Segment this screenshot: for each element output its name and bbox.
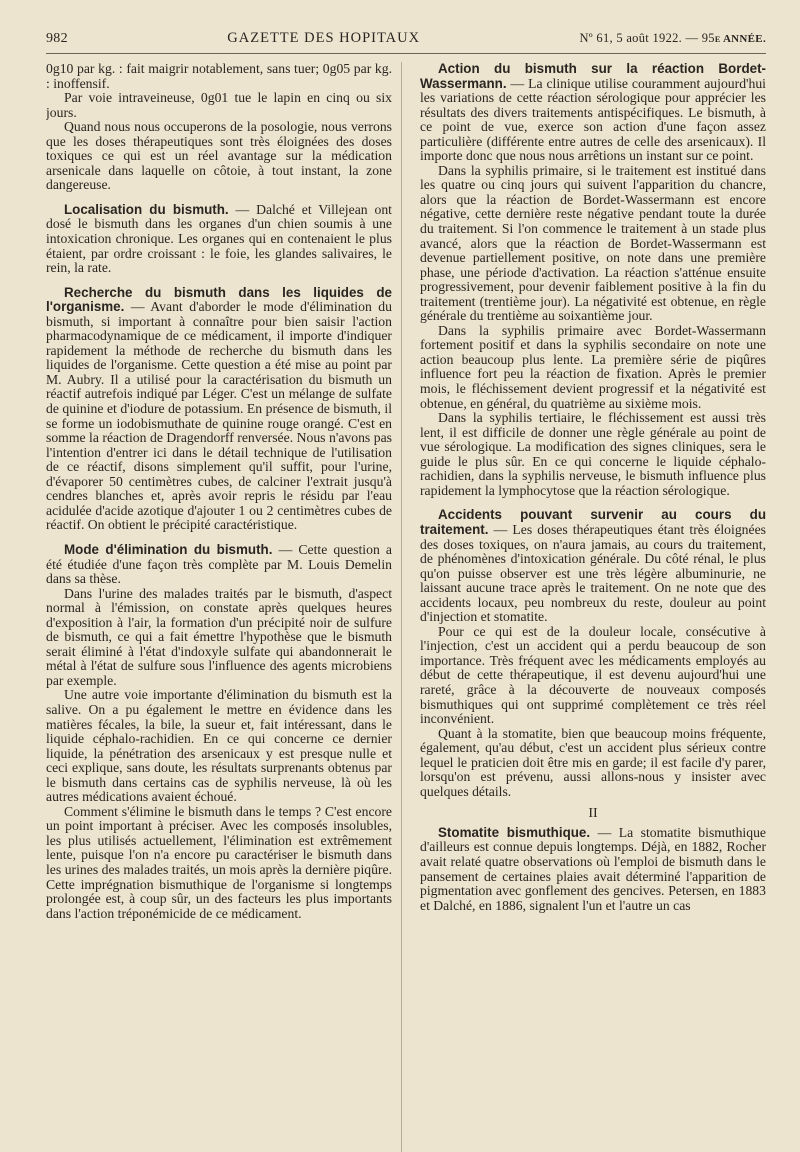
section-heading: Localisation du bismuth. <box>64 201 229 217</box>
paragraph: 0g10 par kg. : fait maigrir notablement, sans tuer; 0g05 par kg. : inoffensif. <box>46 62 392 91</box>
section-text: — Cette question a été étudiée d'une façon très complète par M. Louis Demelin dans sa thèse. <box>46 541 393 587</box>
section-bordet-wassermann <box>420 62 766 164</box>
paragraph: Dans la syphilis primaire, si le traitement est institué dans les quatre ou cinq jours qui suivent l'apparition du chancre, alors que la réaction de Bordet-Wassermann est encore négative, cette dernière reste négative pendant toute la durée du traitement. Si l'on commence le traitement à un stade plus avancé, alors que la réaction de Bordet-Wassermann est devenue partiellement positive, on note dans une première phase, une période d'activation. La réaction s'atténue ensuite progressivement, pour devenir faiblement positive à la fin du traitement (trentième jour). La négativité est obtenue, en règle générale du trentième au soixantième jour. <box>420 162 766 324</box>
section-recherche <box>46 286 392 533</box>
section-heading: Action du bismuth sur la réaction Bordet-Wassermann. <box>420 62 766 91</box>
section-stomatite <box>420 826 766 913</box>
left-column <box>46 62 402 1152</box>
issue-year: e ANNÉE. <box>714 33 766 45</box>
paragraph: Dans la syphilis primaire avec Bordet-Wassermann fortement positif et dans la syphilis secondaire on note une action beaucoup plus lente. La première série de piqûres influence fort peu la réaction de fixation. Après le premier mois, le fléchissement devient progressif et la négativité est obtenue, en général, du quatrième au sixième mois. <box>420 322 766 411</box>
paragraph: Quant à la stomatite, bien que beaucoup moins fréquente, également, qu'au début, c'est un accident plus sérieux contre lequel le praticien doit être mis en garde; il est facile d'y parer, lorsqu'on est prévenu, aussi allons-nous y insister avec quelques détails. <box>420 725 766 799</box>
roman-numeral-heading: II <box>588 806 598 822</box>
paragraph: Une autre voie importante d'élimination du bismuth est la salive. On a pu également le mettre en évidence dans les matières fécales, la bile, la sueur et, fait intéressant, dans le liquide céphalo-rachidien. En ce qui concerne ce dernier liquide, la pénétration des arsenicaux y est presque nulle et ceci explique, sans doute, les résultats surprenants obtenus par le bismuth dans certains cas de syphilis nerveuse, là où les autres médications avaient échoué. <box>46 687 392 805</box>
page-header <box>46 30 766 54</box>
section-text: — La stomatite bismuthique d'ailleurs est connue depuis longtemps. Déjà, en 1882, Rocher avait relaté quatre observations où l'emploi de bismuth dans le pansement de certaines plaies avait déterminé l'apparition de pigmentation avec gonflement des gencives. Petersen, en 1883 et Dalché, en 1886, signalent l'un et l'autre un cas <box>420 824 766 913</box>
section-heading: Stomatite bismuthique. <box>438 824 591 840</box>
journal-title: GAZETTE DES HOPITAUX <box>227 30 421 46</box>
issue-info <box>579 31 766 46</box>
section-heading: Accidents pouvant survenir au cours du traitement. <box>420 507 766 537</box>
section-accidents <box>420 508 766 624</box>
paragraph: Par voie intraveineuse, 0g01 tue le lapin en cinq ou six jours. <box>46 90 392 120</box>
section-localisation <box>46 203 392 276</box>
section-heading: Recherche du bismuth dans les liquides de l'organisme. <box>46 284 392 315</box>
article-columns <box>46 62 766 1152</box>
right-column <box>420 62 766 1152</box>
section-text: — Dalché et Villejean ont dosé le bismuth dans les organes d'un chien soumis à une intoxication chronique. Les organes qui en contenaient le plus étaient, par ordre croissant : le foie, les glandes salivaires, le rein, la rate. <box>46 201 392 276</box>
issue-date: Nº 61, 5 août 1922. — 95 <box>579 31 715 45</box>
page-number: 982 <box>46 31 68 46</box>
paragraph: Pour ce qui est de la douleur locale, consécutive à l'injection, c'est un accident qui a perdu beaucoup de son importance. Très fréquent avec les médicaments employés au début de cette thérapeutique, il est devenu aujourd'hui une rareté, grâce à la découverte de nouveaux composés bismuthiques qui ont supprimé complètement ce très réel inconvénient. <box>420 623 766 727</box>
section-mode-elimination <box>46 543 392 587</box>
section-text: — La clinique utilise couramment aujourd'hui les variations de cette réaction sérologique pour apprécier les résultats des divers traitements antispécifiques. Le bismuth, à ce point de vue, exerce son action d'une façon assez particulière (différente entre autres de celle des arsenicaux). Il importe donc que nous nous arrêtions un instant sur ce point. <box>420 75 766 164</box>
section-text: — Avant d'aborder le mode d'élimination du bismuth, si important à connaître pour bien saisir l'action pharmacodynamique de ce médicament, il importe d'indiquer rapidement la méthode de recherche du bismuth dans les liquides de l'organisme. Cette question a été mise au point par M. Aubry. Il a utilisé pour la caractérisation du bismuth un réactif autrefois indiqué par Léger. C'est un mélange de sulfate de quinine et d'iodure de potassium. En présence de bismuth, il se forme un iodobismuthate de quinine rouge orangé. C'est en somme la réaction de Dragendorff renversée. Nous n'avons pas l'intention d'entrer ici dans le détail technique de l'utilisation de ce réactif, disons simplement qu'il suffit, pour l'urine, d'évaporer 50 centimètres cubes, de calciner l'extrait jusqu'à cendres blanches et, après avoir repris le résidu par l'eau acidulée d'acide azotique d'ajouter 1 ou 2 centimètres cubes de réactif. On obtient le précipité caractéristique. <box>46 299 392 533</box>
paragraph: Comment s'élimine le bismuth dans le temps ? C'est encore un point important à préciser. Avec les composés insolubles, les plus utilisés actuellement, l'élimination est extrêmement lente, puisque l'on n'a encore pu caractériser le bismuth dans les urines des malades traités, un mois après la dernière piqûre. Cette imprégnation bismuthique de l'organisme si longtemps prolongée est, à coup sûr, un des facteurs les plus importants dans l'action tréponémicide de ce médicament. <box>46 803 392 921</box>
section-heading: Mode d'élimination du bismuth. <box>64 541 273 557</box>
paragraph: Dans la syphilis tertiaire, le fléchissement est aussi très lent, il est difficile de donner une règle générale au point de vue sérologique. La modification des signes cliniques, sera le guide le plus sûr. En ce qui concerne le liquide céphalo-rachidien, dans la syphilis nerveuse, le bismuth influence plus rapidement la lymphocytose que la réaction sérologique. <box>420 410 766 498</box>
paragraph: Dans l'urine des malades traités par le bismuth, d'aspect normal à l'émission, on constate après quelques heures d'exposition à l'air, la formation d'un précipité noir de sulfure de bismuth, ce qui a fait émettre l'hypothèse que le bismuth serait éliminé à l'état d'indoxyle sulfate qui abandonnerait le métal à l'état de sulfure sous l'influence des agents microbiens par exemple. <box>46 585 392 688</box>
section-text: — Les doses thérapeutiques étant très éloignées des doses toxiques, on n'aura jamais, au cours du traitement, de phénomènes d'intoxication générale. Du côté rénal, le plus qu'on puisse observer est une très légère albuminurie, ne laissant aucune trace après le traitement. On ne note que des accidents locaux, peu nombreux du reste, douleur au point d'injection et stomatite. <box>420 521 766 625</box>
paragraph: Quand nous nous occuperons de la posologie, nous verrons que les doses thérapeutiques sont très éloignées des doses toxiques ce qui est un réel avantage sur la médication arsenicale dans laquelle on côtoie, à tout instant, la zone dangereuse. <box>46 119 392 193</box>
